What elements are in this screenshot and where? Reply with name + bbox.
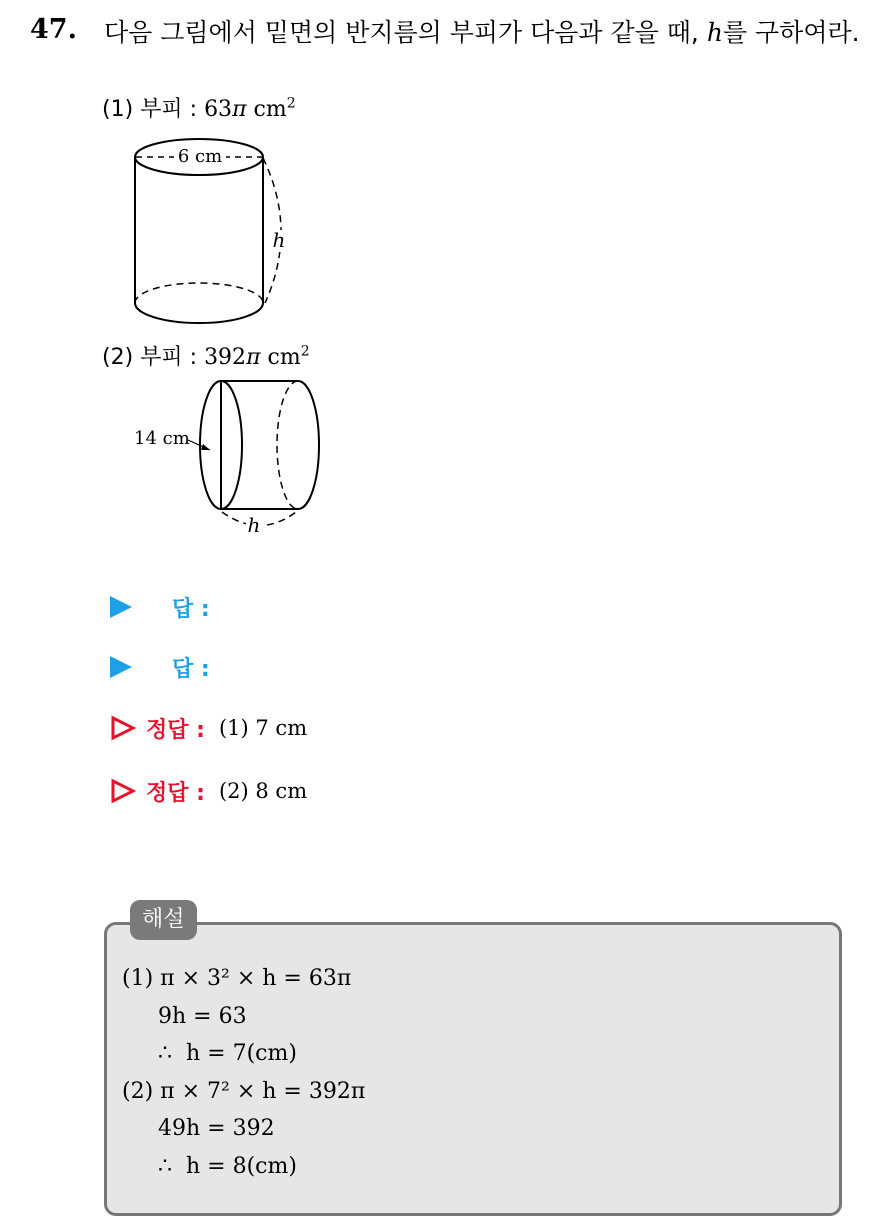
answer-row-2 bbox=[110, 652, 224, 682]
part-1-prefix: (1) 부피 : bbox=[102, 97, 205, 122]
solution-lines bbox=[122, 960, 365, 1185]
answer-row-1 bbox=[110, 592, 224, 622]
part-1-unit: cm bbox=[253, 97, 287, 122]
correct-answer-label: 정답 : bbox=[146, 717, 205, 743]
solution-line: 9h = 63 bbox=[158, 1003, 247, 1029]
play-triangle-icon bbox=[110, 656, 132, 678]
question-text-after: 를 구하여라. bbox=[722, 18, 860, 47]
correct-answer-value: (1) 7 cm bbox=[218, 716, 308, 740]
solution-tag: 해설 bbox=[130, 900, 197, 940]
question-variable: h bbox=[706, 18, 723, 47]
cylinder-2-pointer-head bbox=[201, 444, 210, 450]
part-1-label bbox=[102, 92, 296, 123]
question-text-before: 다음 그림에서 밑면의 반지름의 부피가 다음과 같을 때, bbox=[104, 18, 707, 47]
correct-answer-row-1 bbox=[110, 713, 307, 743]
answer-label: 답 : bbox=[172, 596, 210, 622]
outline-triangle-icon bbox=[110, 715, 136, 741]
cylinder-2-height-label: h bbox=[247, 513, 261, 537]
question-number: 47. bbox=[30, 14, 77, 45]
part-2-prefix: (2) 부피 : bbox=[102, 345, 205, 370]
correct-answer-label: 정답 : bbox=[146, 780, 205, 806]
part-2-unit: cm bbox=[267, 345, 301, 370]
cylinder-2-right-back bbox=[277, 381, 298, 509]
part-2-exp: 2 bbox=[300, 343, 310, 360]
part-2-pi: π bbox=[246, 345, 261, 370]
part-2-label bbox=[102, 340, 310, 371]
cylinder-1-bottom-front bbox=[135, 303, 263, 323]
solution-line: (1) π × 3² × h = 63π bbox=[122, 966, 352, 991]
solution-line: (2) π × 7² × h = 392π bbox=[122, 1078, 366, 1104]
part-1-volume: 63 bbox=[204, 97, 233, 122]
cylinder-2-diameter-label: 14 cm bbox=[134, 428, 190, 449]
correct-answer-row-2 bbox=[110, 776, 307, 806]
answer-label: 답 : bbox=[172, 656, 210, 682]
correct-answer-value: (2) 8 cm bbox=[218, 779, 308, 803]
outline-triangle-icon bbox=[110, 778, 136, 804]
solution-line: 49h = 392 bbox=[158, 1116, 275, 1141]
part-1-pi: π bbox=[232, 97, 247, 122]
question-text bbox=[104, 14, 864, 52]
cylinder-2-right-front bbox=[298, 381, 319, 509]
play-triangle-icon bbox=[110, 596, 132, 618]
part-2-volume: 392 bbox=[204, 345, 247, 370]
cylinder-1-height-label: h bbox=[272, 228, 286, 252]
cylinder-figure-1 bbox=[120, 128, 310, 333]
cylinder-figure-2 bbox=[130, 374, 330, 544]
solution-line: ∴ h = 8(cm) bbox=[158, 1153, 297, 1179]
cylinder-1-bottom-back bbox=[135, 283, 263, 303]
cylinder-1-diameter-label: 6 cm bbox=[177, 146, 223, 167]
solution-line: ∴ h = 7(cm) bbox=[158, 1041, 297, 1066]
part-1-exp: 2 bbox=[286, 95, 296, 112]
